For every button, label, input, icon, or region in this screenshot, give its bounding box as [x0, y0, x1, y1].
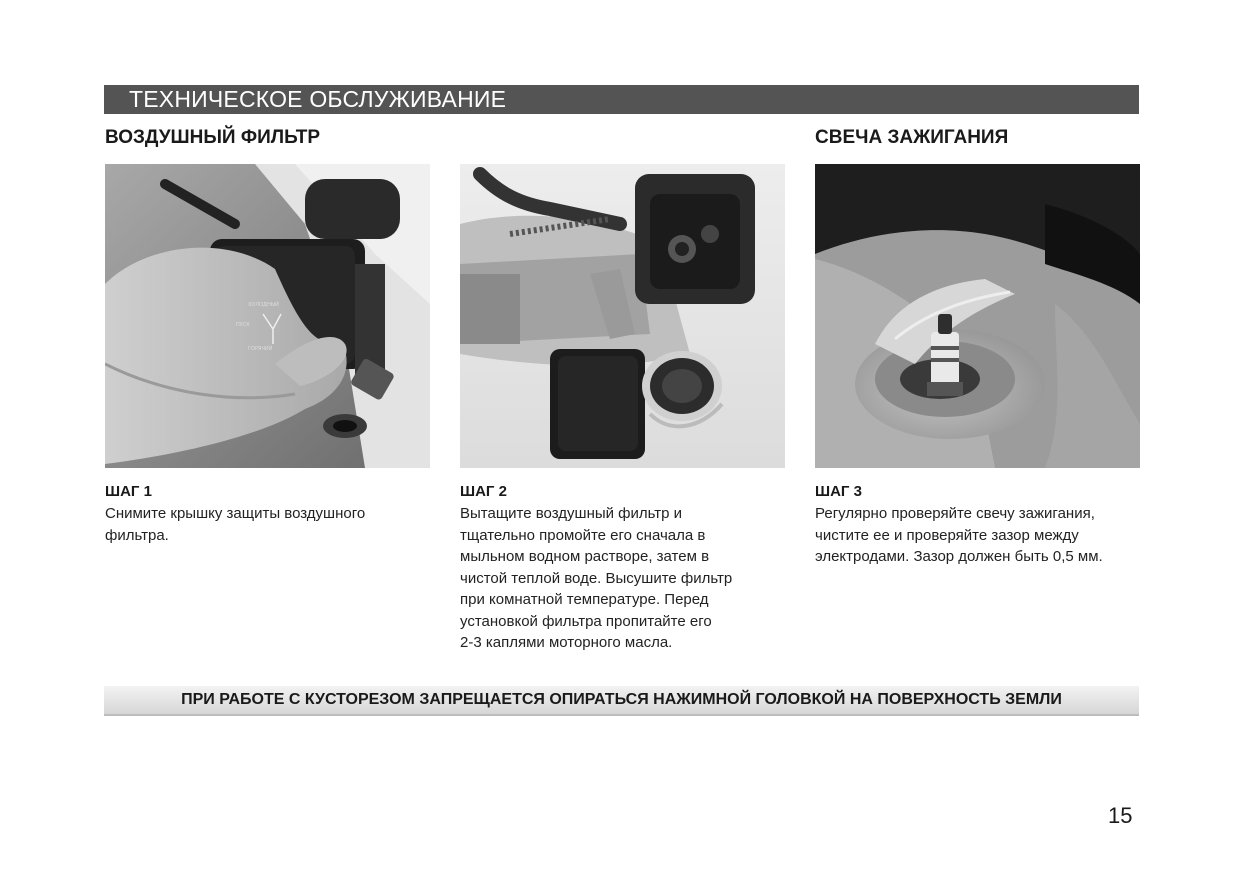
- choke-label-start: ПУСК: [236, 322, 250, 328]
- section-header-bar: [104, 85, 1139, 114]
- text-line: чистой теплой воде. Высушите фильтр: [460, 569, 733, 587]
- choke-label-hot: ГОРЯЧИЙ: [248, 346, 273, 352]
- text-line: чистите ее и проверяйте зазор между: [815, 526, 1079, 544]
- text-line: Регулярно проверяйте свечу зажигания,: [815, 505, 1095, 522]
- text-line: установкой фильтра пропитайте его: [460, 612, 712, 630]
- air-filter-heading: ВОЗДУШНЫЙ ФИЛЬТР: [105, 127, 321, 148]
- warning-banner: [104, 686, 1139, 716]
- step2-text: [460, 503, 732, 654]
- text-line: при комнатной температуре. Перед: [460, 591, 709, 608]
- text-line: мыльном водном растворе, затем в: [460, 548, 710, 565]
- step1-title: ШАГ 1: [105, 483, 152, 500]
- text-line: Вытащите воздушный фильтр и: [460, 505, 683, 522]
- choke-label-cold: ХОЛОДНЫЙ: [248, 302, 279, 308]
- step2-photo: [460, 164, 785, 468]
- page-number: 15: [1108, 803, 1133, 828]
- page-title: ТЕХНИЧЕСКОЕ ОБСЛУЖИВАНИЕ: [129, 86, 507, 112]
- step1-photo: [105, 164, 430, 468]
- text-line: тщательно промойте его сначала в: [460, 526, 706, 544]
- step3-photo: [815, 164, 1140, 468]
- text-line: фильтра.: [105, 526, 169, 544]
- text-line: 2-3 каплями моторного масла.: [460, 634, 673, 651]
- step3-text: [815, 503, 1103, 568]
- step2-title: ШАГ 2: [460, 483, 507, 500]
- step3-title: ШАГ 3: [815, 483, 862, 500]
- text-line: электродами. Зазор должен быть 0,5 мм.: [815, 548, 1103, 565]
- step1-text: [105, 503, 365, 546]
- warning-text: ПРИ РАБОТЕ С КУСТОРЕЗОМ ЗАПРЕЩАЕТСЯ ОПИРАТЬСЯ НАЖИМНОЙ ГОЛОВКОЙ НА ПОВЕРХНОСТЬ ЗЕМЛИ: [181, 691, 1062, 708]
- spark-plug-heading: СВЕЧА ЗАЖИГАНИЯ: [815, 127, 1009, 148]
- text-line: Снимите крышку защиты воздушного: [105, 505, 366, 522]
